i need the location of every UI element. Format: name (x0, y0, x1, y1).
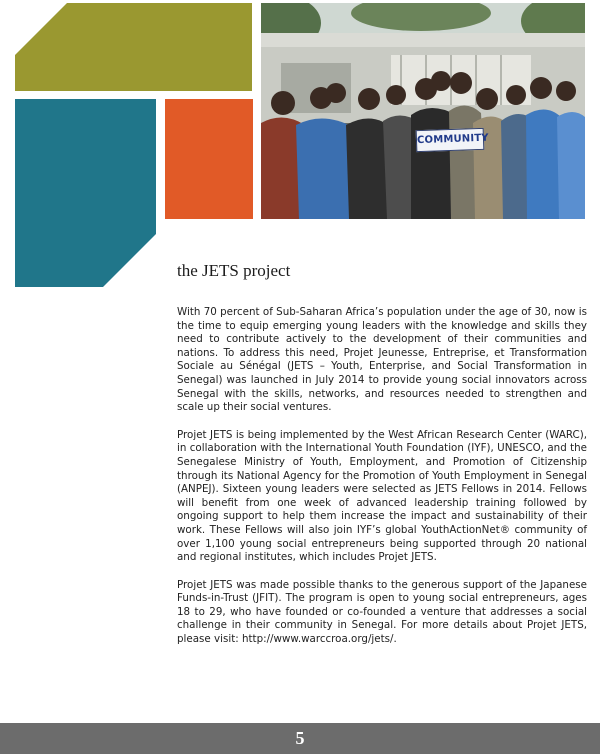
paragraph-2: Projet JETS is being implemented by the West African Research Center (WARC), in collaboration with the International Youth Foundation (IYF), UNESCO, and the Senegalese Ministry of Youth, Employment, and Promotion of Citizenship through its National Agency for the Promotion of Youth Employment in Senegal (ANPEJ). Sixteen young leaders were selected as JETS Fellows in 2014. Fellows will benefit from one week of advanced leadership training followed by ongoing support to help them increase the impact and sustainability of their work. These Fellows will also join IYF’s global YouthActionNet® community of over 1,100 young social entrepreneurs being supported through 20 national and regional institutes, which includes Projet JETS. (177, 428, 587, 564)
paragraph-3: Projet JETS was made possible thanks to the generous support of the Japanese Funds-in-Trust (JFIT). The program is open to young social entrepreneurs, ages 18 to 29, who have founded or co-founded a venture that addresses a social challenge in their community in Senegal. For more details about Projet JETS, please visit: http://www.warccroa.org/jets/. (177, 578, 587, 646)
section-title: the JETS project (177, 261, 291, 280)
page-number: 5 (295, 728, 305, 748)
community-sign: COMMUNITY (416, 128, 485, 152)
page-footer (0, 723, 600, 754)
paragraph-1: With 70 percent of Sub-Saharan Africa’s population under the age of 30, now is the time to equip emerging young leaders with the knowledge and skills they need to contribute actively to the development of their communities and nations. To address this need, Projet Jeunesse, Entreprise, et Transformation Sociale au Sénégal (JETS – Youth, Enterprise, and Social Transformation in Senegal) was launched in July 2014 to provide young social innovators across Senegal with the skills, networks, and resources needed to strengthen and scale up their social ventures. (177, 306, 587, 414)
orange-block (165, 99, 253, 219)
group-photo (261, 3, 585, 219)
teal-block (15, 99, 156, 287)
body-text (177, 306, 587, 661)
olive-block (15, 3, 252, 91)
